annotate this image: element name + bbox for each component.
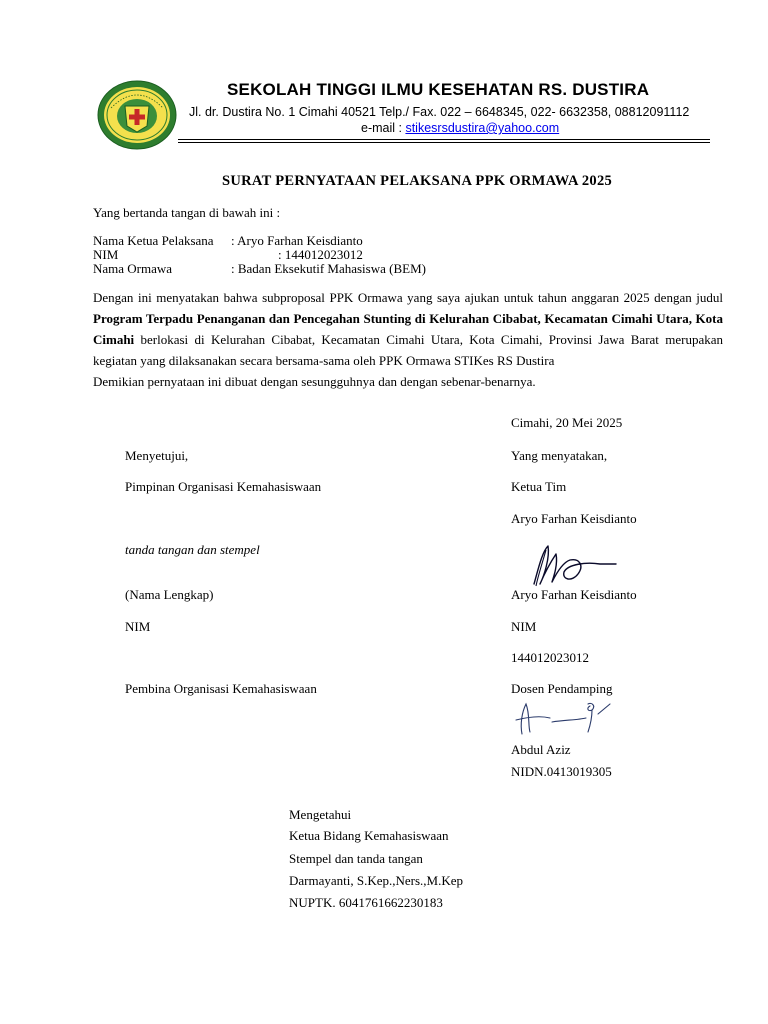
institution-address: Jl. dr. Dustira No. 1 Cimahi 40521 Telp./ Fax. 022 – 6648345, 022- 6632358, 08812091112 — [189, 105, 690, 119]
email-link[interactable]: stikesrsdustira@yahoo.com — [405, 121, 560, 135]
field-label-ormawa: Nama Ormawa — [93, 261, 173, 276]
statement-part2: berlokasi di Kelurahan Cibabat, Kecamatan Cimahi Utara, Kota Cimahi, Provinsi Jawa Barat merupakan kegiatan yang dilaksanakan secara bersama-sama oleh PPK Ormawa STIKes RS Dustira — [93, 332, 723, 368]
right-role-team-leader: Ketua Tim — [511, 479, 567, 494]
left-nim-label: NIM — [125, 619, 151, 634]
acknowledgement-label: Mengetahui — [289, 807, 352, 822]
advisor-name: Abdul Aziz — [511, 742, 571, 757]
field-value-ormawa: : Badan Eksekutif Mahasiswa (BEM) — [231, 261, 426, 276]
institution-email-line — [361, 121, 559, 135]
student-affairs-head-nuptk: NUPTK. 6041761662230183 — [289, 895, 443, 910]
left-role-ormawa-leader: Pimpinan Organisasi Kemahasiswaan — [125, 479, 322, 494]
advisor-signature — [512, 698, 616, 740]
field-label-leader: Nama Ketua Pelaksana — [93, 233, 214, 248]
team-leader-name-top: Aryo Farhan Keisdianto — [511, 511, 637, 526]
header-rule-bottom — [178, 142, 710, 143]
student-affairs-head-role: Ketua Bidang Kemahasiswaan — [289, 828, 449, 843]
left-name-placeholder: (Nama Lengkap) — [125, 587, 214, 602]
sign-stamp-note: tanda tangan dan stempel — [125, 542, 260, 557]
document-title: SURAT PERNYATAAN PELAKSANA PPK ORMAWA 2025 — [222, 173, 613, 189]
team-leader-nim-value: 144012023012 — [511, 650, 589, 665]
header-rule-top — [178, 139, 710, 140]
student-affairs-head-name: Darmayanti, S.Kep.,Ners.,M.Kep — [289, 873, 464, 888]
field-value-leader: : Aryo Farhan Keisdianto — [231, 233, 363, 248]
field-label-nim: NIM — [93, 247, 119, 262]
statement-part1: Dengan ini menyatakan bahwa subproposal PPK Ormawa yang saya ajukan untuk tahun anggaran 2025 dengan judul — [93, 290, 723, 305]
institution-name: SEKOLAH TINGGI ILMU KESEHATAN RS. DUSTIRA — [227, 80, 650, 99]
team-leader-name: Aryo Farhan Keisdianto — [511, 587, 637, 602]
place-date: Cimahi, 20 Mei 2025 — [511, 415, 623, 430]
statement-paragraph — [93, 287, 723, 371]
declarant-label: Yang menyatakan, — [511, 448, 608, 463]
advisor-nidn: NIDN.0413019305 — [511, 764, 612, 779]
approval-label: Menyetujui, — [125, 448, 189, 463]
email-label: e-mail : — [361, 121, 406, 135]
closing-statement: Demikian pernyataan ini dibuat dengan sesungguhnya dan dengan sebenar-benarnya. — [93, 374, 536, 389]
field-value-nim: : 144012023012 — [278, 247, 363, 262]
intro-text: Yang bertanda tangan di bawah ini : — [93, 205, 281, 220]
advisor-role-label: Dosen Pendamping — [511, 681, 613, 696]
program-title: Program Terpadu Penanganan dan Pencegahan Stunting di Kelurahan Cibabat, Kecamatan Cimahi Utara, Kota Cimahi — [93, 311, 723, 347]
left-role-ormawa-advisor: Pembina Organisasi Kemahasiswaan — [125, 681, 317, 696]
stamp-signature-note: Stempel dan tanda tangan — [289, 851, 423, 866]
institution-logo-seal — [97, 80, 177, 150]
team-leader-signature — [528, 540, 620, 590]
right-nim-label: NIM — [511, 619, 537, 634]
